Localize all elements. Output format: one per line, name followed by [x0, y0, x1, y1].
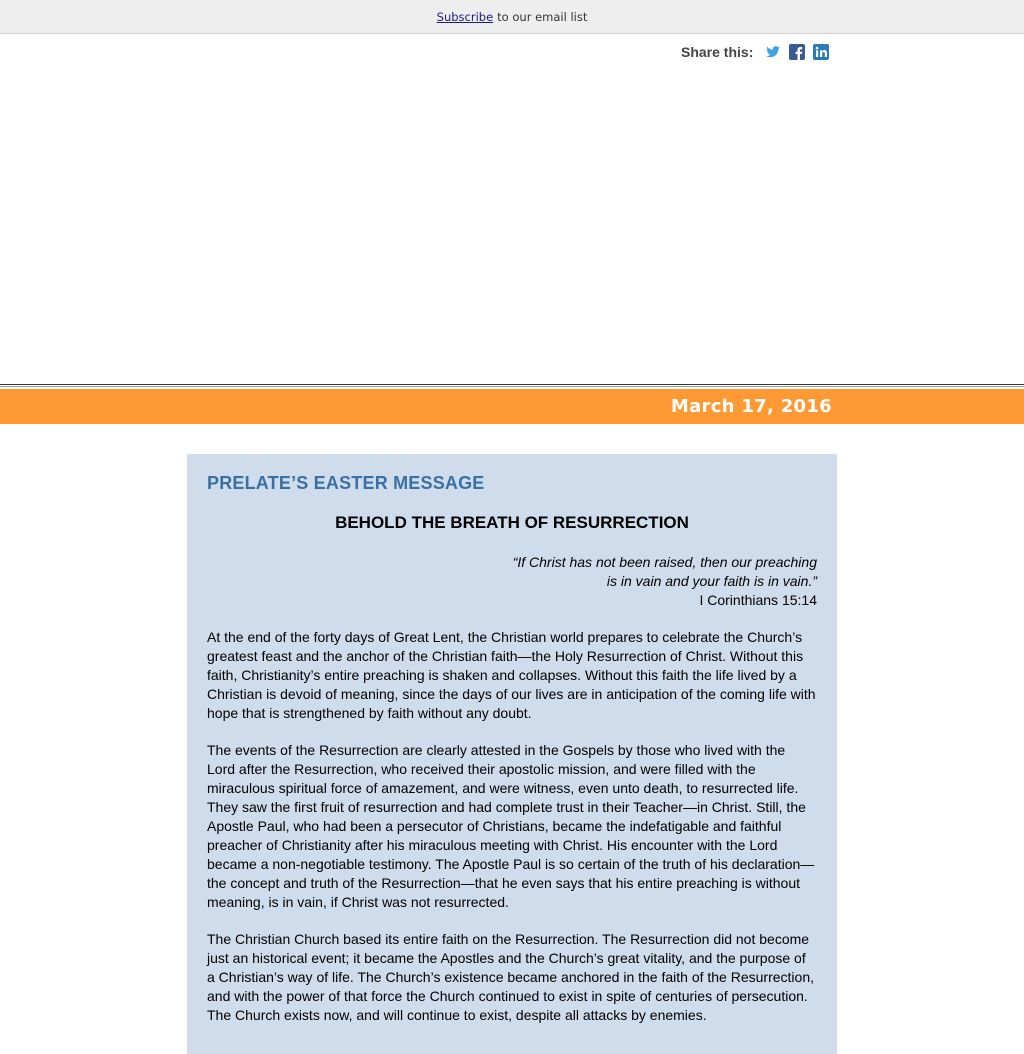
- article-paragraph: The events of the Resurrection are clearly attested in the Gospels by those who lived with the Lord after the Resurrection, who received their apostolic mission, and were filled with the miraculous spiritual force of amazement, and were witness, even unto death, to resurrected life. They saw the first fruit of resurrection and had complete trust in their Teacher—in Christ. Still, the Apostle Paul, who had been a persecutor of Christians, became the indefatigable and faithful preacher of Christianity after his miraculous meeting with Christ. His encounter with the Lord became a non-negotiable testimony. The Apostle Paul is so certain of the truth of his declaration—the concept and truth of the Resurrection—that he even says that his entire preaching is without meaning, is in vain, if Christ was not resurrected.: [207, 742, 815, 910]
- article-headline: BEHOLD THE BREATH OF RESURRECTION: [335, 513, 689, 532]
- article-paragraph: The Christian Church based its entire faith on the Resurrection. The Resurrection did not become just an historical event; it became the Apostles and the Church’s great vitality, and the purpose of a Christian’s way of life. The Church’s existence became anchored in the faith of the Resurrection, and with the power of that force the Church continued to exist in spite of centuries of persecution. The Church exists now, and will continue to exist, despite all attacks by enemies.: [207, 931, 814, 1023]
- share-label: Share this:: [681, 44, 754, 60]
- section-title: PRELATE’S EASTER MESSAGE: [207, 473, 485, 493]
- quote-line: is in vain and your faith is in vain.”: [606, 573, 817, 589]
- header-divider: [0, 384, 1024, 385]
- subscribe-suffix: to our email list: [497, 9, 588, 24]
- issue-date: March 17, 2016: [670, 396, 832, 417]
- header-divider-thin: [0, 386, 1024, 387]
- date-banner: [0, 389, 1024, 424]
- quote-source: I Corinthians 15:14: [699, 592, 817, 608]
- subscribe-link[interactable]: Subscribe: [436, 9, 494, 24]
- twitter-icon[interactable]: [765, 44, 781, 60]
- scripture-quote: [207, 553, 817, 610]
- share-bar: [681, 44, 837, 60]
- quote-line: “If Christ has not been raised, then our preaching: [512, 554, 817, 570]
- subscribe-bar: [0, 0, 1024, 34]
- article-paragraph: At the end of the forty days of Great Lent, the Christian world prepares to celebrate the Church’s greatest feast and the anchor of the Christian faith—the Holy Resurrection of Christ. Without this faith, Christianity’s entire preaching is shaken and collapses. Without this faith the life lived by a Christian is devoid of meaning, since the days of our lives are in anticipation of the coming life with hope that is strengthened by faith without any doubt.: [207, 629, 816, 721]
- linkedin-icon[interactable]: [813, 44, 829, 60]
- facebook-icon[interactable]: [789, 44, 805, 60]
- article-panel: [187, 454, 837, 1054]
